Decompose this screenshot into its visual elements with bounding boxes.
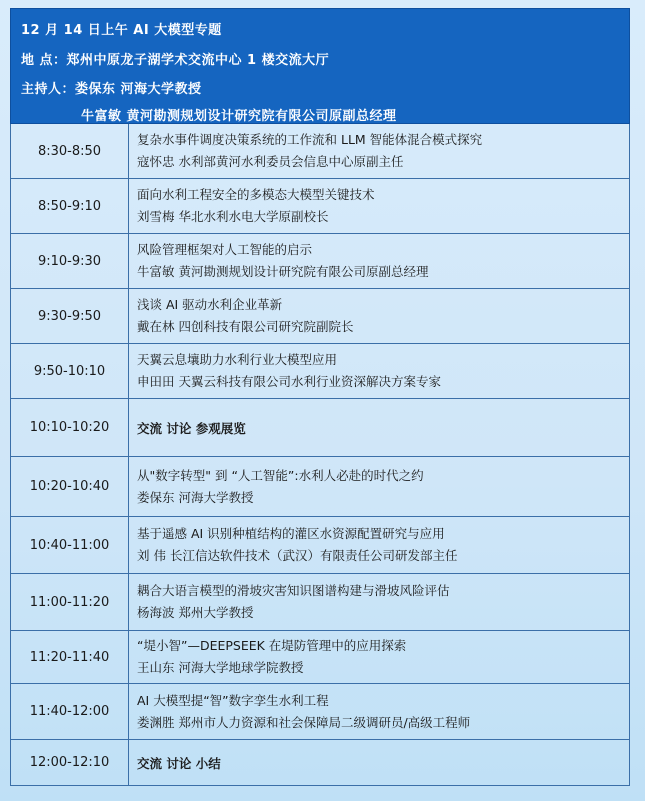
speaker-info: 王山东 河海大学地球学院教授 bbox=[137, 660, 304, 675]
host-value: 娄保东 河海大学教授 bbox=[75, 82, 202, 97]
host-line-2: 牛富敏 黄河勘测规划设计研究院有限公司原副总经理 bbox=[81, 109, 397, 124]
talk-title: 耦合大语言模型的滑坡灾害知识图谱构建与滑坡风险评估 bbox=[137, 583, 450, 598]
session-content bbox=[129, 124, 629, 178]
talk-title: AI 大模型提“智”数字孪生水利工程 bbox=[137, 692, 329, 708]
time-slot: 11:00-11:20 bbox=[11, 574, 129, 630]
time-slot: 12:00-12:10 bbox=[11, 740, 129, 785]
schedule-row bbox=[10, 457, 630, 517]
time-slot: 9:50-10:10 bbox=[11, 344, 129, 398]
speaker-info: 刘 伟 长江信达软件技术（武汉）有限责任公司研发部主任 bbox=[137, 548, 458, 563]
time-slot: 9:30-9:50 bbox=[11, 289, 129, 343]
schedule-header bbox=[10, 8, 630, 124]
time-slot: 11:40-12:00 bbox=[11, 684, 129, 739]
schedule-row bbox=[10, 399, 630, 457]
session-content bbox=[129, 457, 629, 516]
schedule-row bbox=[10, 124, 630, 179]
speaker-info: 申田田 天翼云科技有限公司水利行业资深解决方案专家 bbox=[137, 374, 441, 389]
time-slot: 10:40-11:00 bbox=[11, 517, 129, 573]
session-content bbox=[129, 740, 629, 785]
time-slot: 11:20-11:40 bbox=[11, 631, 129, 683]
speaker-info: 刘雪梅 华北水利水电大学原副校长 bbox=[137, 209, 329, 224]
venue-value: 郑州中原龙子湖学术交流中心 1 楼交流大厅 bbox=[66, 53, 330, 68]
session-title: 12 月 14 日上午 AI 大模型专题 bbox=[21, 23, 222, 38]
session-content bbox=[129, 179, 629, 233]
talk-title: 从"数字转型" 到 “人工智能”:水利人必赴的时代之约 bbox=[137, 467, 424, 483]
talk-title: 基于遥感 AI 识别种植结构的灌区水资源配置研究与应用 bbox=[137, 526, 445, 541]
break-label: 交流 讨论 小结 bbox=[137, 755, 221, 771]
session-content bbox=[129, 344, 629, 398]
schedule-row bbox=[10, 344, 630, 399]
schedule-row bbox=[10, 234, 630, 289]
session-content bbox=[129, 399, 629, 456]
session-content bbox=[129, 574, 629, 630]
speaker-info: 娄渊胜 郑州市人力资源和社会保障局二级调研员/高级工程师 bbox=[137, 714, 471, 730]
speaker-info: 娄保东 河海大学教授 bbox=[137, 489, 254, 505]
schedule-row bbox=[10, 517, 630, 574]
schedule-table bbox=[10, 124, 630, 786]
session-content bbox=[129, 684, 629, 739]
session-content bbox=[129, 289, 629, 343]
talk-title: 复杂水事件调度决策系统的工作流和 LLM 智能体混合模式探究 bbox=[137, 132, 483, 147]
speaker-info: 寇怀忠 水利部黄河水利委员会信息中心原副主任 bbox=[137, 154, 404, 169]
session-content bbox=[129, 631, 629, 683]
venue-line bbox=[21, 49, 329, 68]
schedule-row bbox=[10, 631, 630, 684]
host-label: 主持人： bbox=[21, 82, 76, 97]
speaker-info: 杨海波 郑州大学教授 bbox=[137, 605, 254, 620]
speaker-info: 牛富敏 黄河勘测规划设计研究院有限公司原副总经理 bbox=[137, 264, 429, 279]
talk-title: 风险管理框架对人工智能的启示 bbox=[137, 242, 313, 257]
schedule-row bbox=[10, 574, 630, 631]
talk-title: 浅谈 AI 驱动水利企业革新 bbox=[137, 297, 283, 312]
host-line bbox=[21, 78, 202, 97]
time-slot: 8:50-9:10 bbox=[11, 179, 129, 233]
time-slot: 10:20-10:40 bbox=[11, 457, 129, 516]
time-slot: 9:10-9:30 bbox=[11, 234, 129, 288]
talk-title: 面向水利工程安全的多模态大模型关键技术 bbox=[137, 187, 375, 202]
talk-title: “堤小智”—DEEPSEEK 在堤防管理中的应用探索 bbox=[137, 638, 407, 653]
schedule-row bbox=[10, 740, 630, 786]
time-slot: 10:10-10:20 bbox=[11, 399, 129, 456]
schedule-row bbox=[10, 289, 630, 344]
session-content bbox=[129, 517, 629, 573]
venue-label: 地 点： bbox=[21, 53, 67, 68]
schedule-row bbox=[10, 179, 630, 234]
talk-title: 天翼云息壤助力水利行业大模型应用 bbox=[137, 352, 338, 367]
speaker-info: 戴在林 四创科技有限公司研究院副院长 bbox=[137, 319, 354, 334]
session-content bbox=[129, 234, 629, 288]
time-slot: 8:30-8:50 bbox=[11, 124, 129, 178]
break-label: 交流 讨论 参观展览 bbox=[137, 420, 246, 436]
schedule-row bbox=[10, 684, 630, 740]
